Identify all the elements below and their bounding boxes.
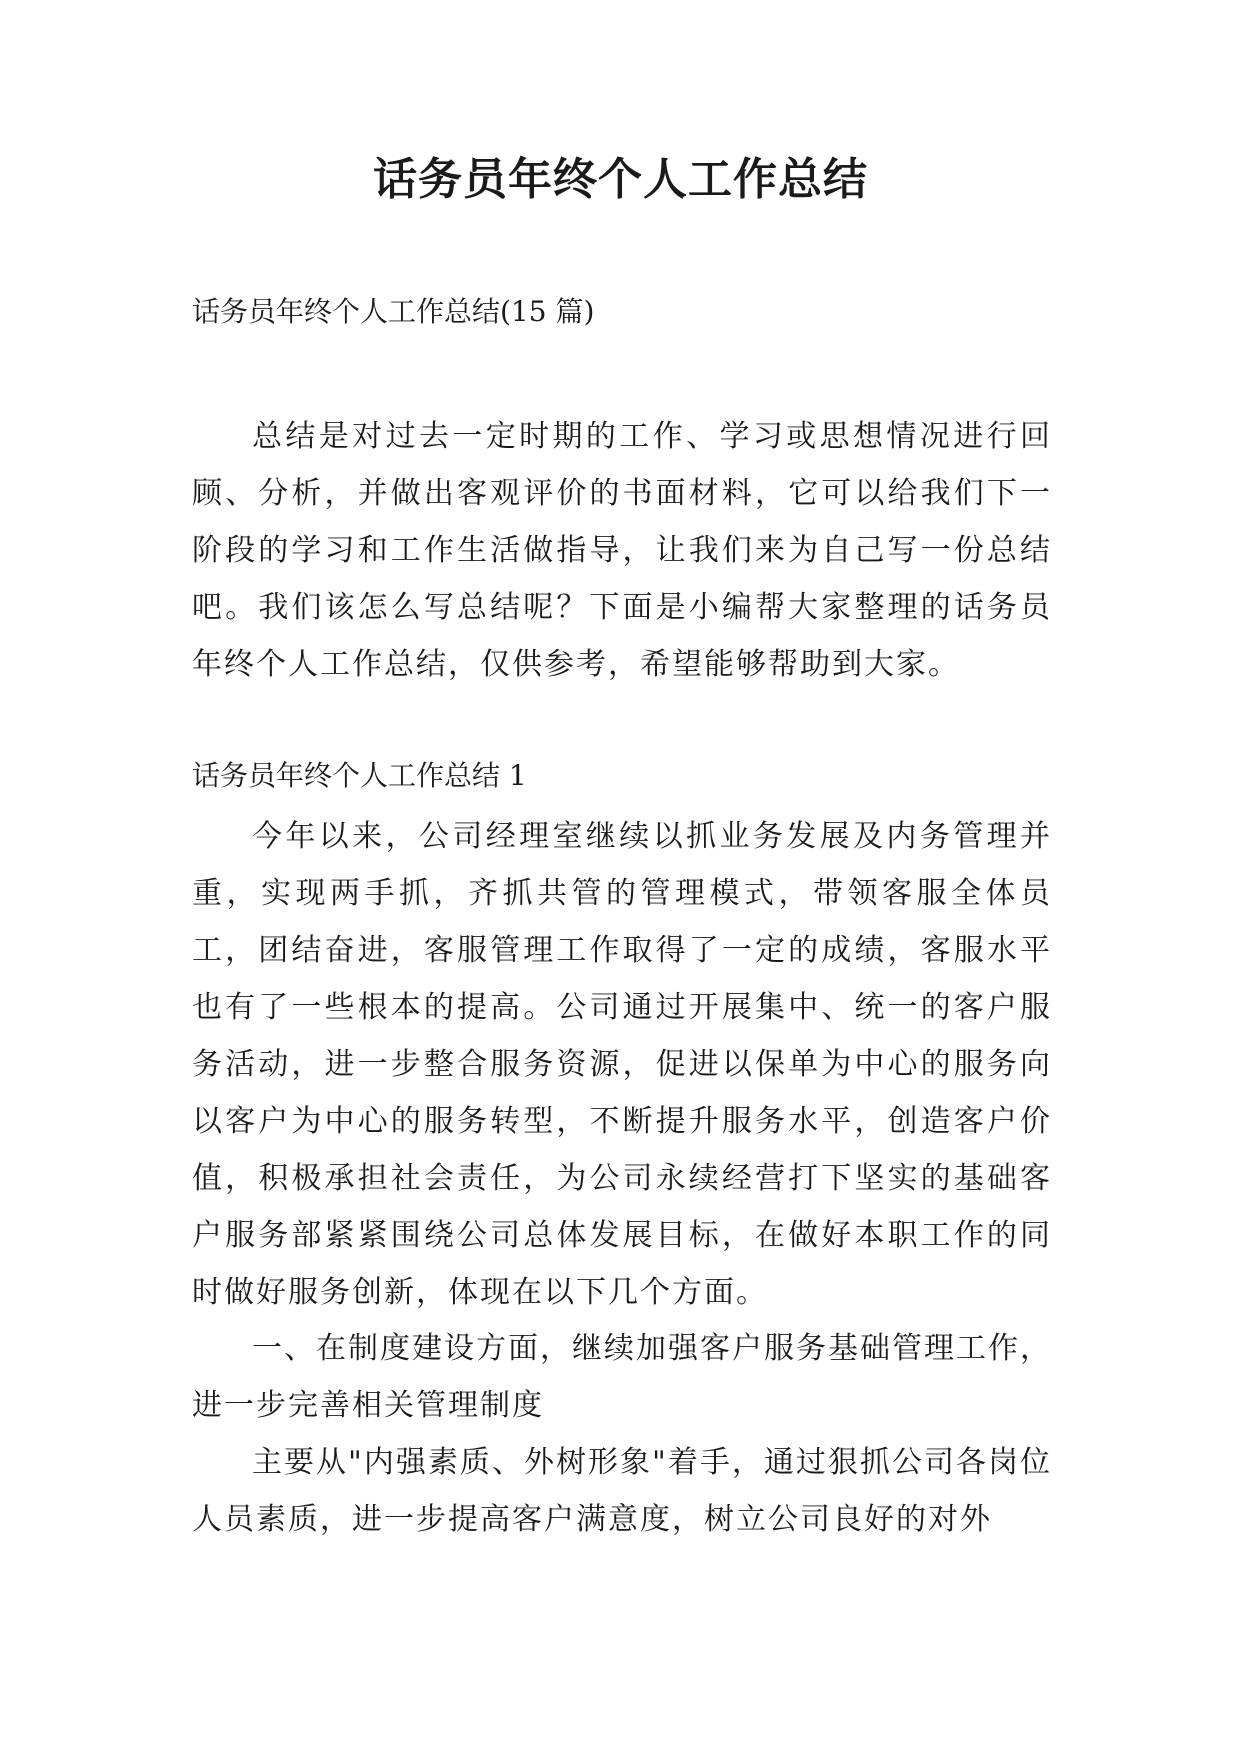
- intro-paragraph: 总结是对过去一定时期的工作、学习或思想情况进行回顾、分析，并做出客观评价的书面材料，它可以给我们下一阶段的学习和工作生活做指导，让我们来为自己写一份总结吧。我们该怎么写总结呢？下面是小编帮大家整理的话务员年终个人工作总结，仅供参考，希望能够帮助到大家。: [192, 419, 1052, 682]
- document-title: 话务员年终个人工作总结: [373, 154, 868, 205]
- section-1-paragraph-1: 今年以来，公司经理室继续以抓业务发展及内务管理并重，实现两手抓，齐抓共管的管理模式，带领客服全体员工，团结奋进，客服管理工作取得了一定的成绩，客服水平也有了一些根本的提高。公司通过开展集中、统一的客户服务活动，进一步整合服务资源，促进以保单为中心的服务向以客户为中心的服务转型，不断提升服务水平，创造客户价值，积极承担社会责任，为公司永续经营打下坚实的基础客户服务部紧紧围绕公司总体发展目标，在做好本职工作的同时做好服务创新，体现在以下几个方面。: [192, 819, 1052, 1310]
- document-subtitle: 话务员年终个人工作总结(15 篇): [192, 295, 595, 328]
- section-1-subheading-1: 一、在制度建设方面，继续加强客户服务基础管理工作，进一步完善相关管理制度: [192, 1331, 1052, 1423]
- section-heading-1: 话务员年终个人工作总结 1: [192, 759, 527, 792]
- section-1-paragraph-2: 主要从"内强素质、外树形象"着手，通过狠抓公司各岗位人员素质，进一步提高客户满意度，树立公司良好的对外: [192, 1445, 1052, 1537]
